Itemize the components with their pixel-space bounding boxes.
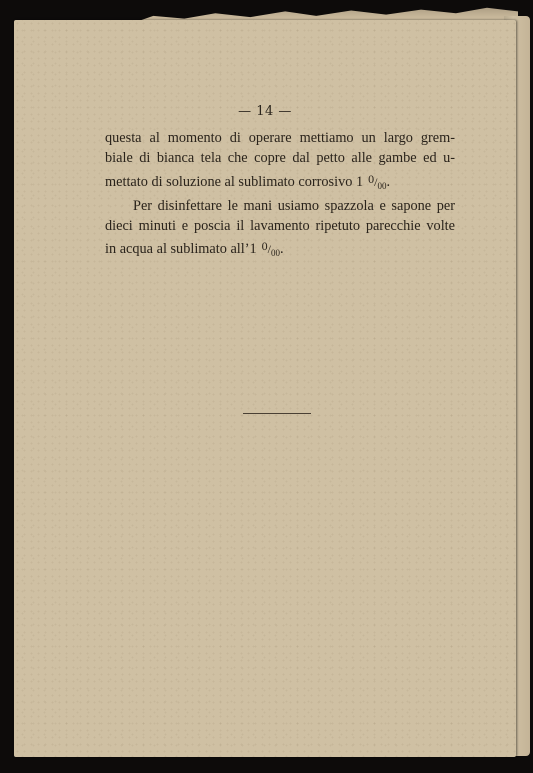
permille-bottom: 00: [377, 180, 387, 191]
paragraph-1-line-3-end: .: [386, 173, 391, 190]
paragraph-1-line-1: questa al momento di operare mettiamo un largo grem-: [105, 130, 455, 146]
paragraph-2-line-3: [105, 236, 455, 263]
permille-symbol: [262, 236, 280, 263]
permille-symbol: [368, 169, 386, 196]
page-number: — 14 —: [238, 104, 292, 119]
permille-bottom: 00: [271, 248, 281, 259]
permille-top: 0: [261, 239, 268, 254]
paragraph-2-line-1: Per disinfettare le mani usiamo spazzola e sapone per: [133, 197, 455, 214]
permille-separator: /: [374, 174, 378, 189]
document-page: [14, 20, 516, 757]
section-divider-rule: [243, 413, 311, 414]
paragraph-1-line-3: [105, 169, 455, 196]
permille-top: 0: [368, 171, 375, 186]
permille-separator: /: [267, 242, 272, 257]
paragraph-2-line-3-text: in acqua al sublimato all’1: [105, 241, 257, 258]
paragraph-1-line-2: biale di bianca tela che copre dal petto alle gambe ed u-: [105, 150, 455, 167]
paragraph-2-line-3-end: .: [280, 241, 284, 258]
body-text: [105, 128, 455, 264]
paragraph-2-line-2: dieci minuti e poscia il lavamento ripetuto parecchie volte: [105, 218, 455, 235]
paragraph-1-line-3-text: mettato di soluzione al sublimato corrosivo 1: [105, 173, 364, 190]
